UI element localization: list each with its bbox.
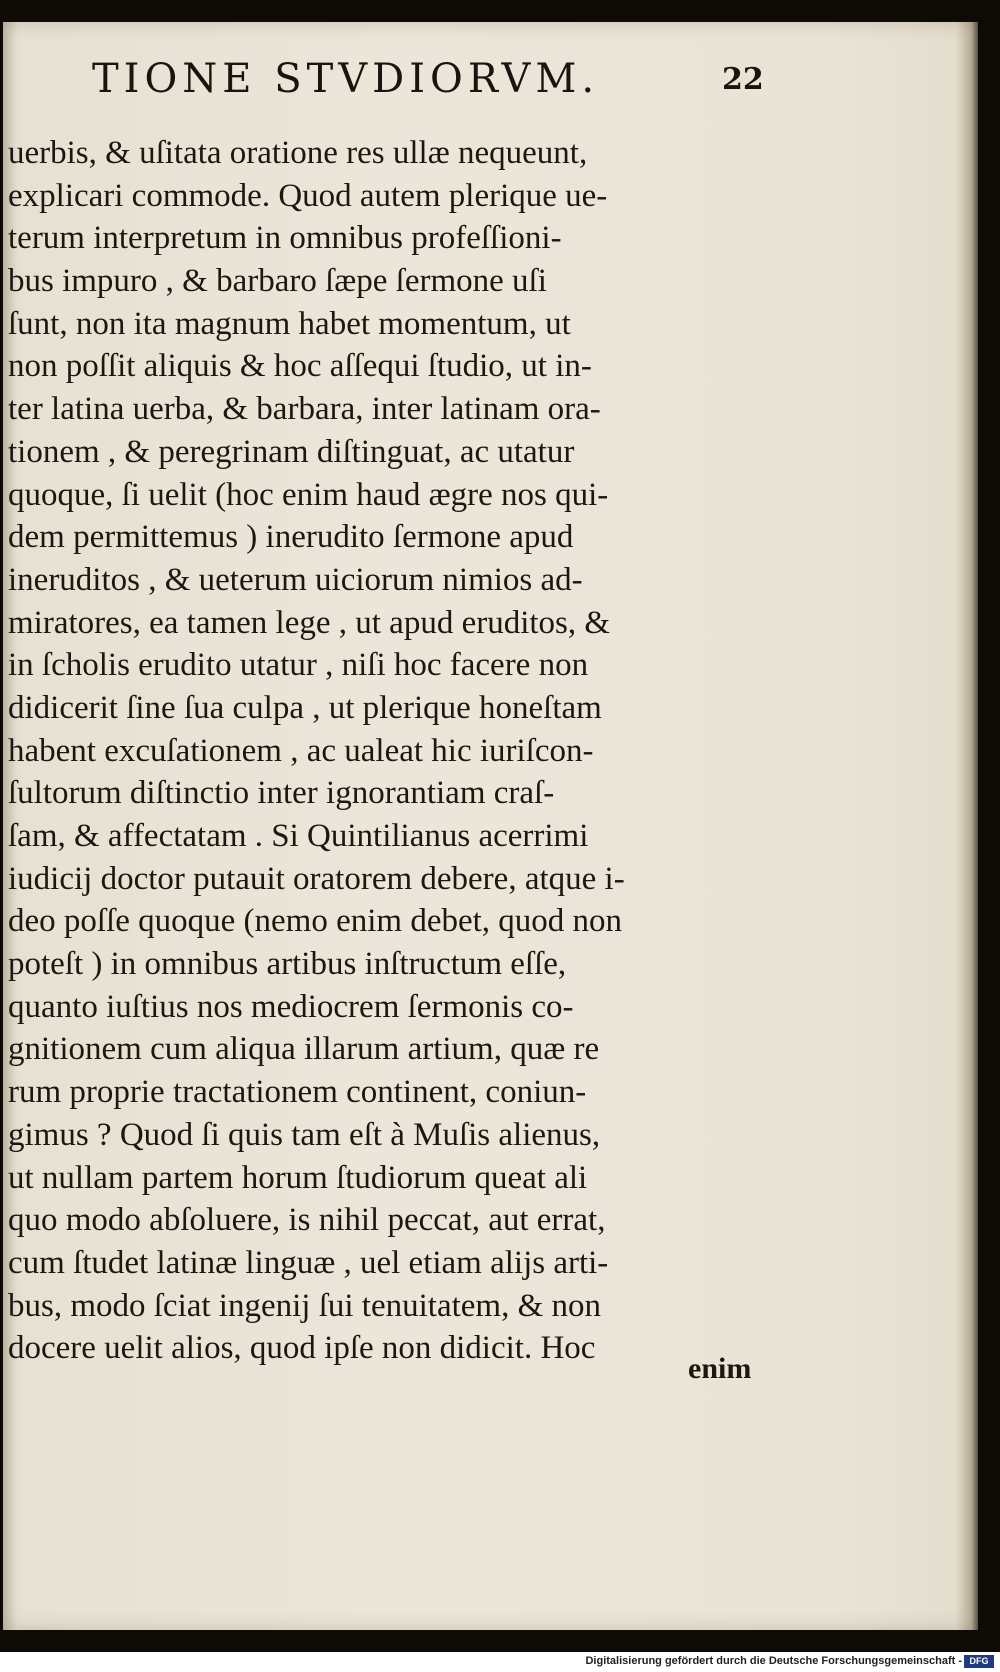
text-line: rum proprie tractationem continent, coniun-	[8, 1074, 587, 1111]
body-text	[8, 132, 783, 1370]
text-line: gimus ? Quod ſi quis tam eſt à Muſis alienus,	[8, 1116, 601, 1153]
text-line: docere uelit alios, quod ipſe non didicit. Hoc	[8, 1330, 596, 1367]
text-line: non poſſit aliquis & hoc aſſequi ſtudio, ut in-	[8, 348, 592, 385]
text-line: ſam, & affectatam . Si Quintilianus acerrimi	[8, 818, 589, 854]
text-line: gnitionem cum aliqua illarum artium, quæ re	[8, 1031, 600, 1068]
text-line: habent excuſationem , ac ualeat hic iuriſcon-	[8, 732, 594, 769]
text-line: ſunt, non ita magnum habet momentum, ut	[8, 305, 571, 342]
page-edge-shadow	[956, 22, 978, 1630]
text-line: bus, modo ſciat ingenij ſui tenuitatem, & non	[8, 1287, 602, 1324]
text-line: bus impuro , & barbaro ſæpe ſermone uſi	[8, 263, 547, 300]
text-line: cum ſtudet latinæ linguæ , uel etiam alijs arti-	[8, 1244, 609, 1281]
text-line: miratores, ea tamen lege , ut apud eruditos, &	[8, 604, 611, 641]
text-line: explicari commode. Quod autem plerique ue-	[8, 177, 608, 214]
text-line: deo poſſe quoque (nemo enim debet, quod non	[8, 903, 623, 940]
running-head: TIONE STVDIORVM.	[92, 56, 600, 102]
text-line: didicerit ſine ſua culpa , ut plerique honeſtam	[8, 689, 602, 726]
text-line: ter latina uerba, & barbara, inter latinam ora-	[8, 391, 601, 428]
catchword: enim	[688, 1352, 752, 1385]
text-line: terum interpretum in omnibus profeſſioni-	[8, 220, 562, 257]
dfg-logo: DFG	[964, 1655, 994, 1668]
text-line: in ſcholis erudito utatur , niſi hoc facere non	[8, 647, 589, 684]
digitization-credit: Digitalisierung gefördert durch die Deutsche Forschungsgemeinschaft -	[585, 1655, 962, 1667]
text-line: poteſt ) in omnibus artibus inſtructum eſſe,	[8, 946, 567, 983]
text-line: ineruditos , & ueterum uiciorum nimios ad-	[8, 561, 583, 598]
text-line: quo modo abſoluere, is nihil peccat, aut errat,	[8, 1202, 606, 1239]
text-line: uerbis, & uſitata oratione res ullæ nequeunt,	[8, 135, 588, 171]
text-line: iudicij doctor putauit oratorem debere, atque i-	[8, 860, 625, 897]
folio-number: 22	[722, 62, 764, 97]
text-line: dem permittemus ) inerudito ſermone apud	[8, 519, 574, 556]
text-line: tionem , & peregrinam diſtinguat, ac utatur	[8, 433, 575, 470]
text-line: quanto iuſtius nos mediocrem ſermonis co-	[8, 988, 574, 1025]
text-line: quoque, ſi uelit (hoc enim haud ægre nos qui-	[8, 476, 609, 513]
text-line: ſultorum diſtinctio inter ignorantiam craſ-	[8, 775, 555, 812]
text-line: ut nullam partem horum ſtudiorum queat ali	[8, 1159, 588, 1196]
